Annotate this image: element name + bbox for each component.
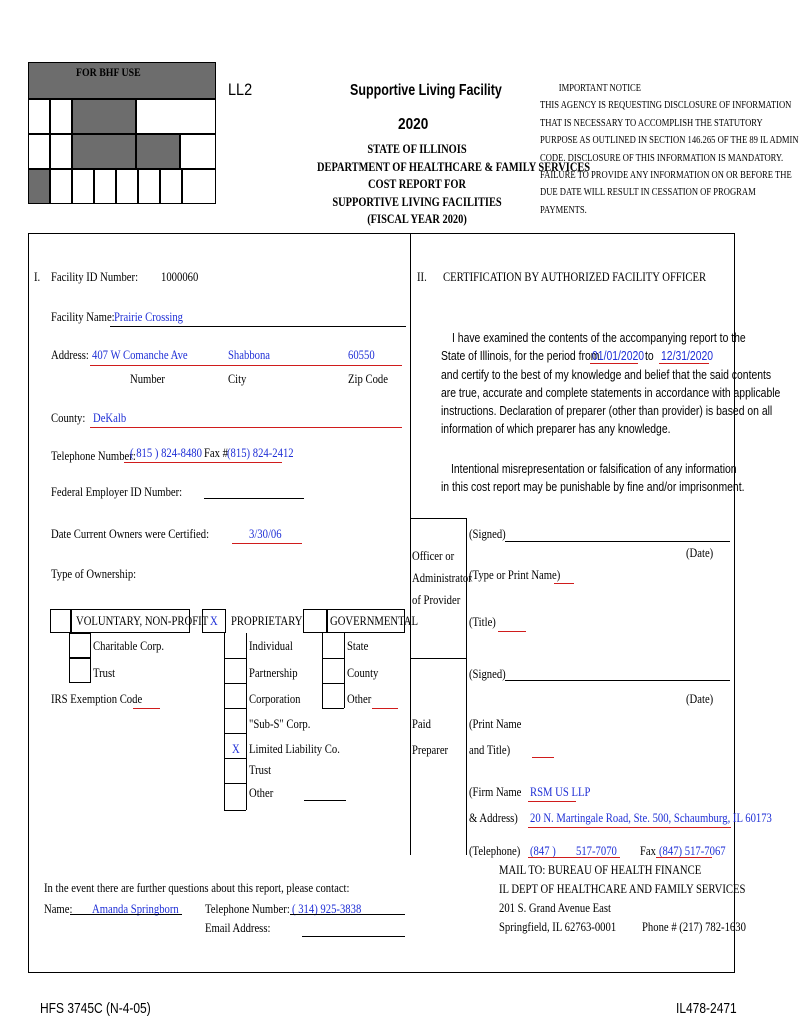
charitable-label: Charitable Corp. (93, 638, 165, 653)
preparer-telephone-label: (Telephone) (469, 843, 521, 858)
number-caption: Number (130, 371, 165, 386)
prop-trust[interactable]: Trust (249, 762, 272, 777)
form-title: Supportive Living Facility (350, 82, 502, 99)
preparer-tel-area[interactable]: (847 ) (530, 843, 556, 858)
form-year: 2020 (398, 116, 429, 133)
cert-line3: and certify to the best of my knowledge and belief that the said contents (441, 367, 772, 382)
officer-label2: Administrator (412, 570, 472, 585)
date-certified-line (232, 543, 302, 544)
prop-llc[interactable]: Limited Liability Co. (249, 741, 340, 756)
voluntary-checkbox[interactable] (50, 609, 71, 633)
period-to-line (659, 363, 709, 364)
preparer-fax-value[interactable]: (847) 517-7067 (659, 843, 726, 858)
county-value[interactable]: DeKalb (93, 410, 127, 425)
county-line (90, 427, 402, 428)
fein-label: Federal Employer ID Number: (51, 484, 183, 499)
cert-line2: State of Illinois, for the period from (441, 348, 600, 363)
contact-telephone-line (290, 914, 405, 915)
footer-form-number: HFS 3745C (N-4-05) (40, 1000, 151, 1017)
zip-value[interactable]: 60550 (348, 347, 375, 362)
charitable-checkbox[interactable] (69, 633, 91, 658)
firm-address-line (528, 827, 731, 828)
preparer-signature-line[interactable] (505, 680, 730, 681)
contact-name-line (70, 914, 182, 915)
proprietary-mark: X (210, 613, 218, 628)
frame-left (28, 233, 29, 973)
facility-name-label: Facility Name: (51, 309, 115, 324)
preparer-print-name: (Print Name (469, 716, 522, 731)
preparer-fax-line (656, 857, 712, 858)
header-lines: STATE OF ILLINOIS DEPARTMENT OF HEALTHCARE & FAMILY SERVICES COST REPORT FOR SUPPORTIVE LIVING FACILITIES (FISCAL YEAR 2020) (317, 141, 591, 226)
footer-id: IL478-2471 (676, 1000, 737, 1017)
officer-title-line[interactable] (498, 631, 526, 632)
bhf-use-grid (28, 62, 216, 204)
preparer-label1: Paid (412, 716, 431, 731)
officer-top-rule (410, 518, 466, 519)
period-to-word: to (645, 348, 654, 363)
np-trust-checkbox[interactable] (69, 658, 91, 683)
officer-signed: (Signed) (469, 526, 506, 541)
mailto-line1: MAIL TO: BUREAU OF HEALTH FINANCE (499, 862, 702, 877)
cert-line5: instructions. Declaration of preparer (other than provider) is based on all (441, 403, 773, 418)
officer-date: (Date) (686, 545, 714, 560)
date-certified-label: Date Current Owners were Certified: (51, 526, 210, 541)
gov-state[interactable]: State (347, 638, 369, 653)
contact-name-label: Name: (44, 901, 73, 916)
important-notice: IMPORTANT NOTICE THIS AGENCY IS REQUESTING DISCLOSURE OF INFORMATION THAT IS NECESSARY TO ACCOMPLISH THE STATUTORY PURPOSE AS OUTLINED IN SECTION 146.265 OF THE 89 IL ADMIN CODE. DISCLOSURE OF THIS INFORMATION IS MANDATORY. FAILURE TO PROVIDE ANY INFORMATION ON OR BEFORE THE DUE DATE WILL RESULT IN CESSATION OF PROGRAM PAYMENTS. (540, 82, 799, 216)
contact-telephone-label: Telephone Number: (205, 901, 290, 916)
facility-name-value[interactable]: Prairie Crossing (114, 309, 183, 324)
period-from[interactable]: 01/01/2020 (592, 348, 645, 363)
address-label: Address: (51, 347, 89, 362)
section-divider (410, 233, 411, 855)
zip-caption: Zip Code (348, 371, 388, 386)
prop-corporation[interactable]: Corporation (249, 691, 301, 706)
preparer-and-title: and Title) (469, 742, 511, 757)
firm-address-value[interactable]: 20 N. Martingale Road, Ste. 500, Schaumburg, IL 60173 (530, 810, 772, 825)
governmental-checkbox[interactable] (303, 609, 327, 633)
cert-line1: I have examined the contents of the accompanying report to the (452, 330, 746, 345)
prop-sub-s-corp[interactable]: "Sub-S" Corp. (249, 716, 311, 731)
officer-name-line[interactable] (554, 583, 574, 584)
cert-line4: are true, accurate and complete statements in accordance with applicable (441, 385, 781, 400)
officer-signature-line[interactable] (505, 541, 730, 542)
period-to[interactable]: 12/31/2020 (661, 348, 714, 363)
preparer-label2: Preparer (412, 742, 449, 757)
facility-id-label: Facility ID Number: (51, 269, 139, 284)
contact-email-label: Email Address: (205, 920, 271, 935)
fein-line[interactable] (204, 498, 304, 499)
np-trust-label: Trust (93, 665, 116, 680)
prop-other-line[interactable] (304, 800, 346, 801)
contact-telephone-value[interactable]: ( 314) 925-3838 (292, 901, 362, 916)
gov-other-line[interactable] (372, 708, 398, 709)
officer-inner-rule (466, 518, 467, 855)
firm-name-line (528, 801, 576, 802)
firm-name-value[interactable]: RSM US LLP (530, 784, 591, 799)
governmental-label: GOVERNMENTAL (330, 613, 418, 628)
section1-number: I. (34, 269, 41, 284)
facility-name-line (110, 326, 406, 327)
llc-mark: X (232, 741, 240, 756)
officer-label1: Officer or (412, 548, 455, 563)
street-value[interactable]: 407 W Comanche Ave (92, 347, 188, 362)
irs-exemption-line[interactable] (133, 708, 160, 709)
proprietary-options-rule2 (246, 633, 247, 810)
cert-warn1: Intentional misrepresentation or falsification of any information (451, 461, 737, 476)
firm-name-label: (Firm Name (469, 784, 522, 799)
frame-top (28, 233, 734, 234)
contact-email-line[interactable] (302, 936, 405, 937)
officer-type-name: (Type or Print Name) (469, 567, 561, 582)
mailto-line3: 201 S. Grand Avenue East (499, 900, 612, 915)
preparer-fax-label: Fax (640, 843, 656, 858)
preparer-title-line[interactable] (532, 757, 554, 758)
preparer-tel-line (528, 857, 620, 858)
officer-label3: of Provider (412, 592, 461, 607)
ownership-label: Type of Ownership: (51, 566, 137, 581)
mailto-line4: Springfield, IL 62763-0001 (499, 919, 617, 934)
contact-name-value[interactable]: Amanda Springborn (92, 901, 179, 916)
period-from-line (590, 363, 638, 364)
prop-individual[interactable]: Individual (249, 638, 293, 653)
preparer-tel-number[interactable]: 517-7070 (576, 843, 617, 858)
preparer-top-rule (410, 658, 466, 659)
gov-other[interactable]: Other (347, 691, 372, 706)
cert-warn2: in this cost report may be punishable by fine and/or imprisonment. (441, 479, 745, 494)
telephone-value[interactable]: ( 815 ) 824-8480 (130, 445, 202, 460)
section2-number: II. (417, 269, 427, 284)
officer-title: (Title) (469, 614, 496, 629)
firm-address-label: & Address) (469, 810, 518, 825)
address-line (90, 365, 402, 366)
irs-exemption-label: IRS Exemption Code (51, 691, 143, 706)
mailto-line2: IL DEPT OF HEALTHCARE AND FAMILY SERVICES (499, 881, 746, 896)
proprietary-label: PROPRIETARY (231, 613, 303, 628)
gov-county[interactable]: County (347, 665, 379, 680)
city-caption: City (228, 371, 247, 386)
city-value[interactable]: Shabbona (228, 347, 271, 362)
preparer-signed: (Signed) (469, 666, 506, 681)
fax-label: Fax # (204, 445, 228, 460)
preparer-date: (Date) (686, 691, 714, 706)
section2-title: CERTIFICATION BY AUTHORIZED FACILITY OFFICER (443, 269, 707, 284)
cert-line6: information of which preparer has any knowledge. (441, 421, 671, 436)
county-label: County: (51, 410, 86, 425)
telephone-line (124, 462, 282, 463)
voluntary-label: VOLUNTARY, NON-PROFIT (76, 613, 209, 628)
form-code: LL2 (228, 80, 253, 99)
fax-value[interactable]: (815) 824-2412 (227, 445, 294, 460)
prop-partnership[interactable]: Partnership (249, 665, 298, 680)
prop-other[interactable]: Other (249, 785, 274, 800)
facility-id-value: 1000060 (161, 269, 199, 284)
frame-bottom (28, 972, 734, 973)
date-certified-value[interactable]: 3/30/06 (249, 526, 282, 541)
telephone-label: Telephone Number: (51, 448, 136, 463)
contact-line: In the event there are further questions about this report, please contact: (44, 880, 350, 895)
mailto-phone: Phone # (217) 782-1630 (642, 919, 746, 934)
bhf-label: FOR BHF USE (76, 65, 141, 79)
